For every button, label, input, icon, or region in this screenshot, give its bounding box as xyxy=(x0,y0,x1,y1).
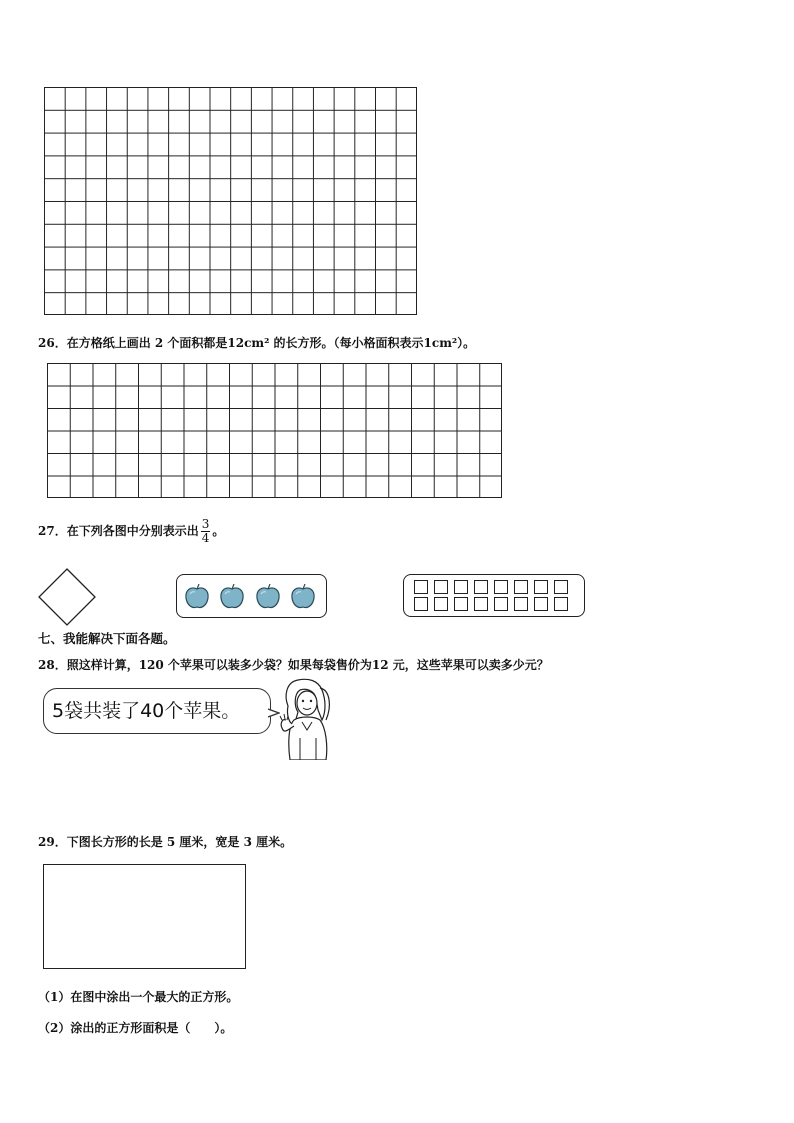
small-square[interactable] xyxy=(454,597,468,611)
question-29: 29．下图长方形的长是 5 厘米，宽是 3 厘米。 xyxy=(38,835,293,849)
small-square[interactable] xyxy=(514,597,528,611)
apple-icon[interactable] xyxy=(183,584,211,610)
fraction-three-quarters: $\frac{3}{4}$ xyxy=(201,517,210,545)
question-29-part-2: （2）涂出的正方形面积是（ ）。 xyxy=(38,1021,233,1035)
speech-bubble: 5袋共装了40个苹果。 xyxy=(43,688,271,734)
small-square[interactable] xyxy=(454,580,468,594)
small-squares xyxy=(414,580,568,611)
small-square[interactable] xyxy=(414,580,428,594)
rectangle-q29[interactable] xyxy=(43,864,246,969)
small-square[interactable] xyxy=(474,580,488,594)
small-square[interactable] xyxy=(494,597,508,611)
top-grid-paper xyxy=(44,87,417,315)
small-square[interactable] xyxy=(434,597,448,611)
grid-paper-q26[interactable] xyxy=(47,363,502,498)
small-square[interactable] xyxy=(474,597,488,611)
question-26: 26．在方格纸上画出 2 个面积都是12cm² 的长方形。（每小格面积表示1cm²）。 xyxy=(38,336,476,350)
small-square[interactable] xyxy=(554,580,568,594)
question-29-part-1: （1）在图中涂出一个最大的正方形。 xyxy=(38,990,239,1004)
small-square[interactable] xyxy=(534,597,548,611)
apple-icon[interactable] xyxy=(218,584,246,610)
question-28: 28．照这样计算，120 个苹果可以装多少袋？如果每袋售价为12 元，这些苹果可以卖多少元？ xyxy=(38,658,549,672)
small-square[interactable] xyxy=(494,580,508,594)
small-square[interactable] xyxy=(414,597,428,611)
small-square[interactable] xyxy=(514,580,528,594)
question-27: 27．在下列各图中分别表示出 $\frac{3}{4}$ 。 xyxy=(38,517,225,545)
small-square[interactable] xyxy=(554,597,568,611)
apple-icon[interactable] xyxy=(289,584,317,610)
apple-icon[interactable] xyxy=(254,584,282,610)
section-seven-heading: 七、我能解决下面各题。 xyxy=(38,631,176,646)
small-square[interactable] xyxy=(534,580,548,594)
apple-group-box xyxy=(176,574,327,618)
question-27-text: 27．在下列各图中分别表示出 xyxy=(38,524,199,538)
small-square[interactable] xyxy=(434,580,448,594)
girl-illustration xyxy=(276,676,338,760)
diamond-shape[interactable] xyxy=(37,567,97,627)
square-group-box xyxy=(403,574,585,617)
